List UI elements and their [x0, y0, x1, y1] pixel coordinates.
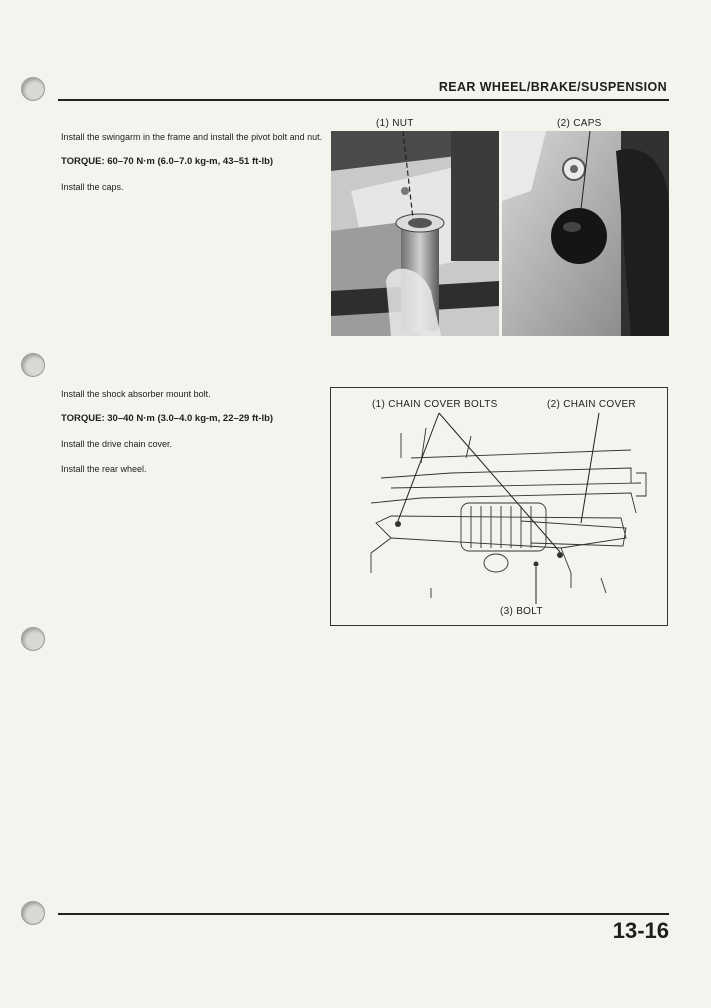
torque-spec-shock: TORQUE: 30–40 N·m (3.0–4.0 kg-m, 22–29 ft-lb) — [61, 413, 274, 424]
label-caps: (2) CAPS — [557, 118, 602, 129]
binder-hole — [21, 77, 45, 101]
shock-mount-instruction: Install the shock absorber mount bolt. — [61, 389, 211, 399]
swingarm-photo — [331, 131, 669, 336]
label-bolt: (3) BOLT — [500, 606, 543, 617]
swingarm-photo-drawing — [331, 131, 669, 336]
binder-hole — [21, 353, 45, 377]
binder-hole — [21, 627, 45, 651]
rear-wheel-instruction: Install the rear wheel. — [61, 464, 147, 474]
step1-text — [61, 131, 323, 206]
binder-hole — [21, 901, 45, 925]
section-title: REAR WHEEL/BRAKE/SUSPENSION — [438, 80, 667, 94]
chain-cover-drawing — [331, 388, 667, 625]
header-rule — [58, 99, 669, 101]
footer-rule — [58, 913, 669, 915]
torque-spec-pivot: TORQUE: 60–70 N·m (6.0–7.0 kg-m, 43–51 ft-lb) — [61, 156, 274, 167]
chain-cover-diagram — [330, 387, 668, 626]
chain-cover-instruction: Install the drive chain cover. — [61, 439, 173, 449]
label-chain-cover: (2) CHAIN COVER — [547, 399, 636, 410]
caps-instruction: Install the caps. — [61, 182, 124, 192]
page-number: 13-16 — [612, 918, 669, 943]
label-chain-cover-bolts: (1) CHAIN COVER BOLTS — [372, 399, 498, 410]
swingarm-instruction: Install the swingarm in the frame and install the pivot bolt and nut. — [61, 132, 323, 142]
step2-text — [61, 388, 323, 488]
label-nut: (1) NUT — [376, 118, 414, 129]
